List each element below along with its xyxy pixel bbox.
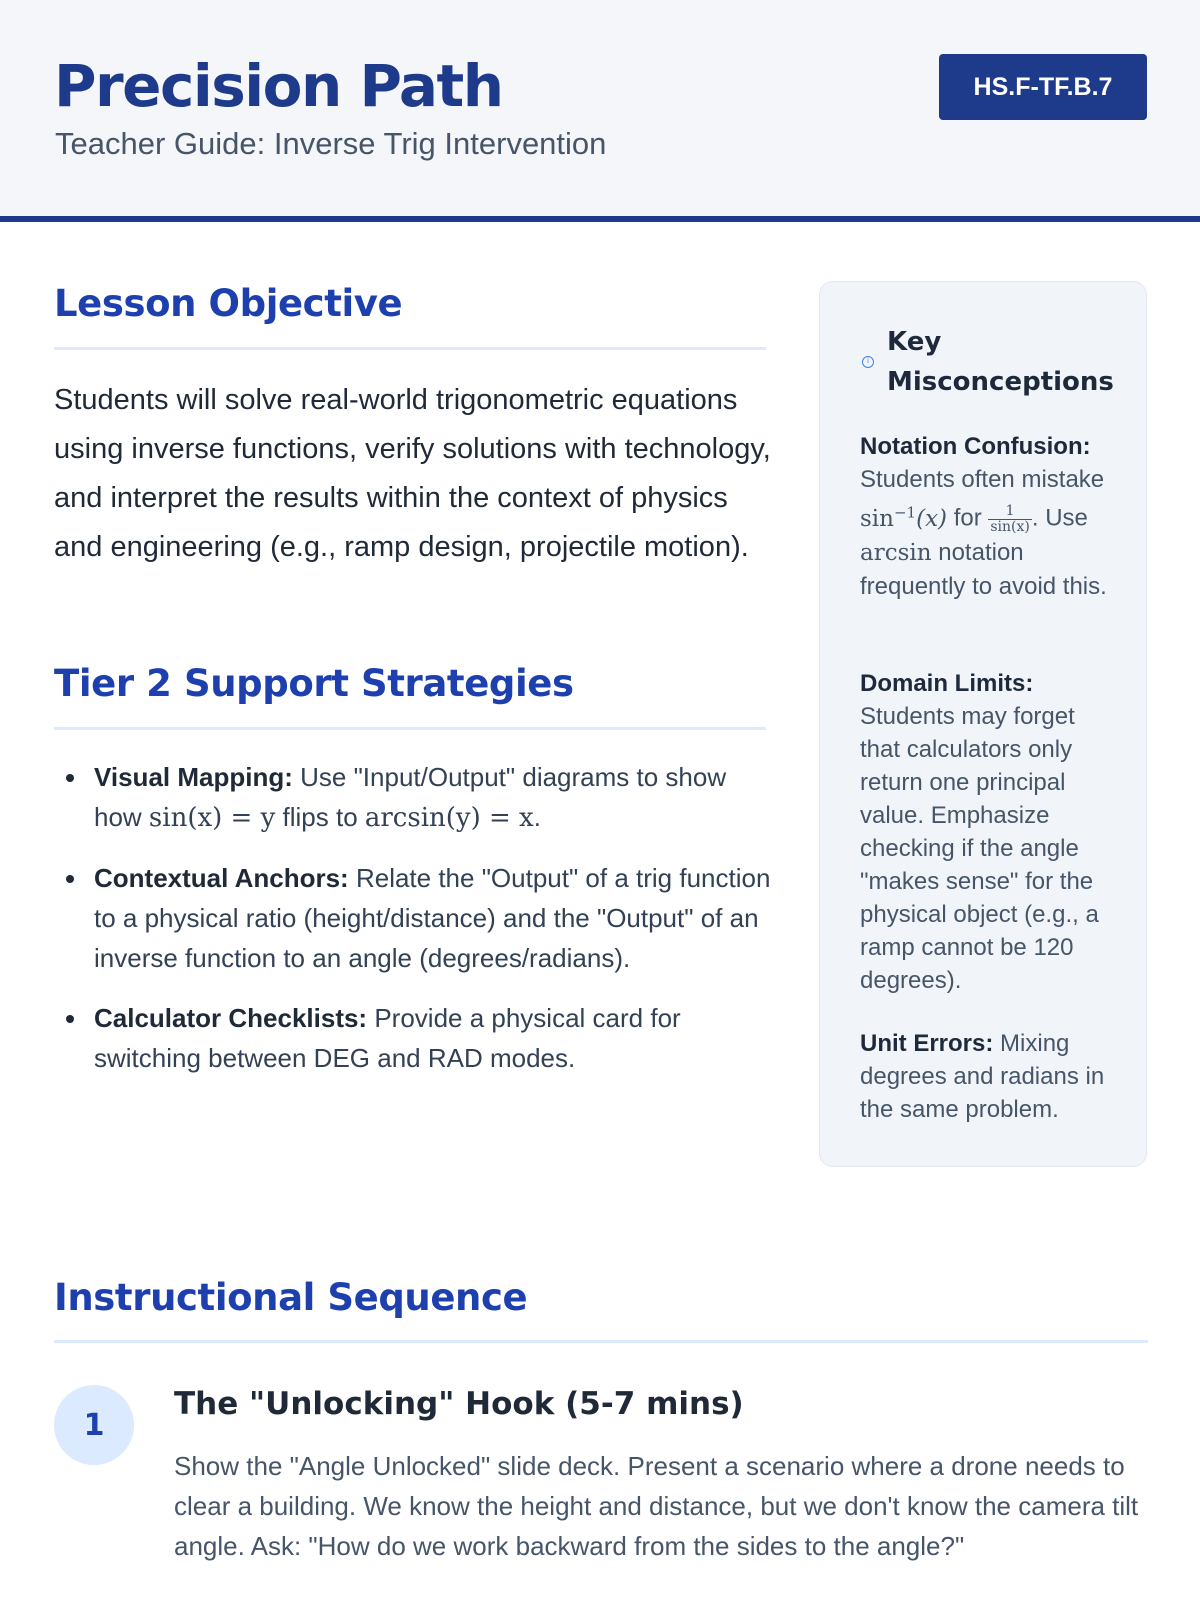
misconception-text: . Use — [1031, 504, 1088, 532]
math-fraction — [988, 504, 1032, 535]
objective-text: Students will solve real-world trigonometric equations using inverse functions, verify solutions with technology, and interpret the results within the context of physics and engineering (e.g., ramp design, projectile motion). — [54, 384, 771, 563]
step-title: The "Unlocking" Hook (5-7 mins) — [174, 1386, 744, 1422]
misconceptions-panel — [819, 281, 1147, 1167]
math-expression: arcsin — [860, 539, 932, 566]
misconception-label: Domain Limits: — [860, 670, 1034, 697]
strategies-heading: Tier 2 Support Strategies — [54, 662, 574, 705]
page-header — [0, 0, 1200, 222]
strategy-item — [54, 998, 774, 1078]
page-subtitle: Teacher Guide: Inverse Trig Intervention — [55, 126, 607, 161]
math-argument: (x) — [916, 505, 948, 532]
objective-heading: Lesson Objective — [54, 282, 403, 325]
misconception-label: Unit Errors: — [860, 1030, 994, 1057]
strategy-label: Calculator Checklists: — [94, 1003, 368, 1033]
fraction-denominator: sin(x) — [990, 518, 1030, 535]
strategy-label: Visual Mapping: — [94, 762, 293, 792]
misconception-text: for — [947, 504, 989, 532]
strategy-item — [54, 858, 774, 978]
math-function: sin — [860, 505, 894, 532]
math-superscript: −1 — [893, 503, 917, 521]
misconception-domain — [860, 667, 1120, 997]
math-expression: arcsin(y) = x — [364, 803, 534, 833]
standard-badge: HS.F-TF.B.7 — [939, 54, 1147, 120]
math-expression — [860, 503, 948, 532]
strategies-list — [54, 757, 774, 1098]
misconception-text: Mixing degrees and radians in the same problem. — [860, 1030, 1105, 1123]
brand-title: Precision Path — [54, 52, 503, 120]
strategy-item — [54, 757, 774, 838]
objective-divider — [54, 347, 766, 350]
strategy-text: flips to — [275, 802, 365, 832]
info-icon: i — [862, 356, 874, 368]
strategy-text: Relate the "Output" of a trig function to a physical ratio (height/distance) and the "Output" of an inverse function to an angle (degrees/radians). — [94, 863, 771, 973]
misconception-text: Students often mistake — [860, 466, 1105, 493]
misconception-text: Students may forget that calculators only return one principal value. Emphasize checking if the angle "makes sense" for the physical object (e.g., a ramp cannot be 120 degrees). — [860, 703, 1099, 994]
sequence-heading: Instructional Sequence — [54, 1276, 528, 1319]
misconception-units — [860, 1027, 1120, 1126]
misconception-text: notation frequently to avoid this. — [860, 538, 1107, 600]
strategy-text: . — [533, 802, 541, 832]
step-description: Show the "Angle Unlocked" slide deck. Present a scenario where a drone needs to clear a building. We know the height and distance, but we don't know the camera tilt angle. Ask: "How do we work backward from the sides to the angle?" — [174, 1451, 1139, 1561]
math-expression: sin(x) = y — [148, 803, 276, 833]
misconception-label: Notation Confusion: — [860, 433, 1091, 460]
misconception-notation — [860, 430, 1120, 603]
misconceptions-title: Key Misconceptions — [887, 327, 1114, 397]
step-number-badge: 1 — [54, 1385, 134, 1465]
strategies-divider — [54, 727, 766, 730]
fraction-numerator: 1 — [988, 504, 1032, 520]
strategy-text: Provide a physical card for switching between DEG and RAD modes. — [94, 1003, 681, 1073]
strategy-label: Contextual Anchors: — [94, 863, 349, 893]
sequence-divider — [54, 1340, 1148, 1343]
strategy-text: Use "Input/Output" diagrams to show how — [94, 762, 727, 832]
